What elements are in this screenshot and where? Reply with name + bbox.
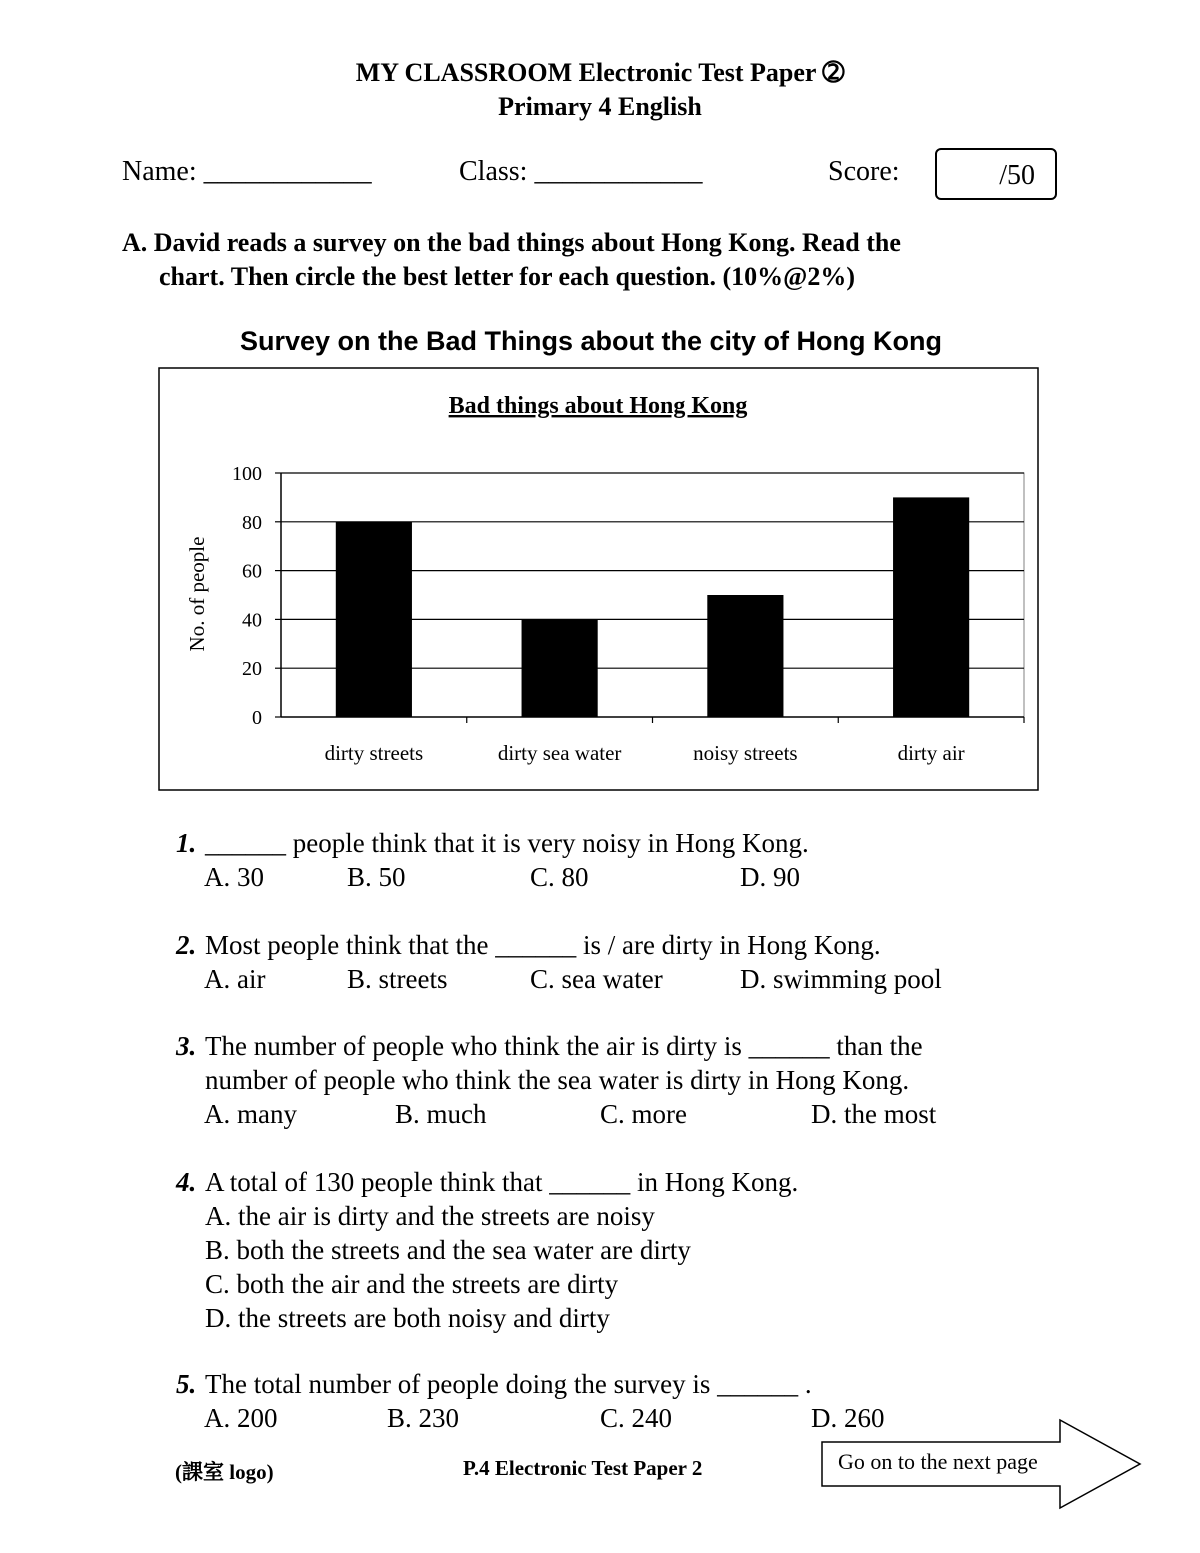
answer-option[interactable]: D. swimming pool [740, 964, 942, 994]
paper-footer-label: P.4 Electronic Test Paper 2 [463, 1456, 703, 1480]
next-page-arrow[interactable] [820, 1418, 1145, 1514]
y-tick-label: 20 [242, 658, 262, 681]
survey-title: Survey on the Bad Things about the city of Hong Kong [240, 326, 942, 356]
score-total: /50 [999, 160, 1035, 191]
bar-dirty-air [893, 497, 969, 717]
answer-option[interactable]: A. many [204, 1099, 297, 1129]
question-number: 4. [176, 1167, 197, 1197]
question-number: 5. [176, 1369, 197, 1399]
answer-option[interactable]: D. the streets are both noisy and dirty [205, 1303, 610, 1333]
bar-dirty-sea-water [522, 619, 598, 717]
y-tick-label: 40 [242, 609, 262, 632]
x-tick-label: dirty streets [324, 741, 424, 765]
answer-option[interactable]: D. the most [811, 1099, 937, 1129]
chart-title: Bad things about Hong Kong [448, 393, 748, 419]
paper-subtitle: Primary 4 English [498, 92, 702, 121]
answer-option[interactable]: B. much [395, 1099, 487, 1129]
x-tick-label: noisy streets [693, 741, 798, 765]
bar-chart [158, 367, 1040, 792]
score-label: Score: [828, 156, 900, 187]
y-tick-label: 80 [242, 511, 262, 534]
next-page-label: Go on to the next page [838, 1449, 1038, 1474]
question-number: 3. [176, 1031, 197, 1061]
answer-option[interactable]: C. 80 [530, 862, 589, 892]
paper-title: MY CLASSROOM Electronic Test Paper ➁ [355, 58, 845, 87]
answer-option[interactable]: A. 30 [204, 862, 264, 892]
name-field[interactable]: Name: ____________ [122, 156, 372, 187]
answer-option[interactable]: A. 200 [204, 1403, 278, 1433]
answer-option[interactable]: B. streets [347, 964, 448, 994]
question-text: The total number of people doing the survey is ______ . [205, 1369, 812, 1399]
answer-option[interactable]: B. 230 [387, 1403, 460, 1433]
answer-option[interactable]: B. both the streets and the sea water are dirty [205, 1235, 691, 1265]
bar-dirty-streets [336, 522, 412, 717]
section-letter: A. [122, 228, 148, 257]
answer-option[interactable]: C. both the air and the streets are dirty [205, 1269, 619, 1299]
question-number: 2. [176, 930, 197, 960]
logo-placeholder: (課室 logo) [175, 1460, 274, 1484]
y-tick-label: 60 [242, 560, 262, 583]
x-tick-label: dirty air [897, 741, 965, 765]
answer-option[interactable]: C. sea water [530, 964, 663, 994]
answer-option[interactable]: B. 50 [347, 862, 406, 892]
instruction-line-1: David reads a survey on the bad things about Hong Kong. Read the [153, 228, 901, 257]
question-text: The number of people who think the air is dirty is ______ than the [205, 1031, 923, 1061]
y-tick-label: 100 [232, 463, 262, 485]
class-field[interactable]: Class: ____________ [459, 156, 703, 187]
question-text: number of people who think the sea water is dirty in Hong Kong. [205, 1065, 910, 1095]
answer-option[interactable]: A. air [204, 964, 266, 994]
x-tick-label: dirty sea water [497, 741, 622, 765]
instruction-line-2: chart. Then circle the best letter for each question. (10%@2%) [159, 262, 855, 291]
section-a-instruction [122, 226, 901, 294]
answer-option[interactable]: D. 90 [740, 862, 800, 892]
answer-option[interactable]: C. more [600, 1099, 687, 1129]
question-text: Most people think that the ______ is / are dirty in Hong Kong. [205, 930, 881, 960]
answer-option[interactable]: C. 240 [600, 1403, 673, 1433]
question-text: A total of 130 people think that ______ in Hong Kong. [205, 1167, 799, 1197]
score-box[interactable] [935, 148, 1057, 200]
bar-noisy-streets [707, 595, 783, 717]
question-text: ______ people think that it is very noisy in Hong Kong. [205, 828, 809, 858]
answer-option[interactable]: A. the air is dirty and the streets are noisy [205, 1201, 655, 1231]
y-tick-label: 0 [252, 707, 262, 729]
y-axis-label: No. of people [185, 536, 209, 652]
answer-option[interactable]: D. 260 [811, 1403, 885, 1433]
question-number: 1. [176, 828, 197, 858]
